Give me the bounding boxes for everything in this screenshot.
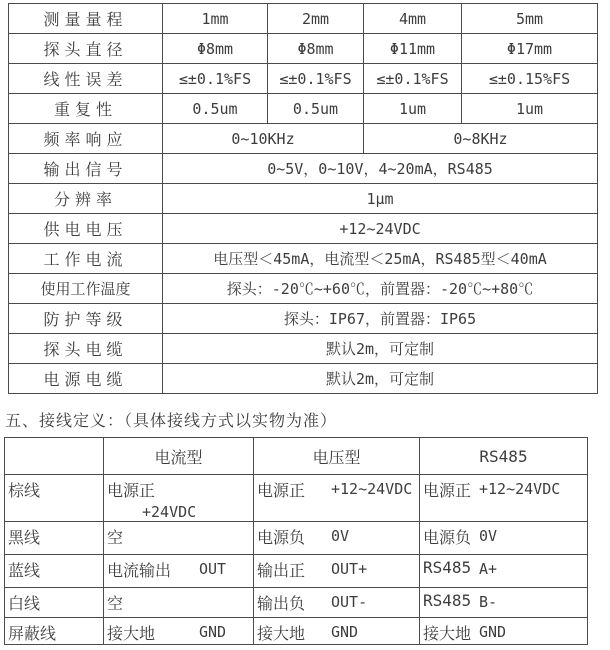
spec-value-cell: 0.5um	[268, 94, 364, 124]
wire-name-cell: 白线	[5, 588, 104, 618]
spec-row-label: 探头电缆	[9, 334, 163, 364]
wiring-header-voltage-type: 电压型	[254, 438, 420, 475]
wiring-cell-label: 空	[107, 594, 124, 613]
wiring-cell	[420, 475, 588, 522]
wiring-cell	[104, 475, 254, 522]
wiring-cell-value: 0V	[331, 527, 350, 545]
wiring-cell	[420, 555, 588, 588]
wiring-cell	[104, 555, 254, 588]
spec-row-repeatability	[9, 94, 598, 124]
spec-row-linearity-error	[9, 64, 598, 94]
spec-row-label: 频率响应	[9, 124, 163, 154]
wiring-cell-label: 电源负	[423, 528, 472, 547]
wiring-header-rs485: RS485	[420, 438, 588, 475]
spec-value-cell: 1um	[364, 94, 462, 124]
wiring-cell-label: 输出正	[257, 561, 306, 580]
spec-value-cell: Φ11mm	[364, 34, 462, 64]
spec-value-cell: 探头：IP67，前置器：IP65	[163, 304, 598, 334]
wiring-cell-label: 电源正	[107, 481, 156, 500]
section-heading: 五、接线定义：（具体接线方式以实物为准）	[5, 411, 338, 430]
spec-value-cell: 1um	[462, 94, 598, 124]
wiring-cell-value: OUT-	[331, 593, 368, 611]
wiring-cell-label: 电源正	[423, 481, 472, 500]
spec-value-cell: 0~8KHz	[364, 124, 598, 154]
wiring-row-shield	[5, 618, 588, 645]
wiring-header-current-type: 电流型	[104, 438, 254, 475]
spec-value-cell: +12~24VDC	[163, 214, 598, 244]
spec-value-cell: Φ8mm	[163, 34, 268, 64]
wiring-cell	[104, 522, 254, 555]
wiring-cell	[254, 618, 420, 645]
spec-value-cell: ≤±0.1%FS	[163, 64, 268, 94]
spec-value-cell: ≤±0.1%FS	[364, 64, 462, 94]
wiring-cell-label: 输出负	[257, 594, 306, 613]
spec-row-label: 重复性	[9, 94, 163, 124]
spec-value-cell: 0~10KHz	[163, 124, 364, 154]
spec-value-cell: 4mm	[364, 4, 462, 34]
spec-row-probe-diameter	[9, 34, 598, 64]
spec-row-label: 供电电压	[9, 214, 163, 244]
wiring-cell-value: +12~24VDC	[331, 480, 413, 498]
wiring-row-black	[5, 522, 588, 555]
spec-row-label: 探头直径	[9, 34, 163, 64]
wiring-cell-value: OUT	[199, 560, 227, 578]
wiring-cell-value: OUT+	[331, 560, 368, 578]
spec-value-cell: 0~5V，0~10V，4~20mA，RS485	[163, 154, 598, 184]
wiring-cell	[420, 522, 588, 555]
wiring-cell-value: +12~24VDC	[479, 480, 561, 498]
wiring-cell-label: 电流输出	[107, 561, 172, 580]
wiring-cell-label: 接大地	[423, 624, 472, 643]
wiring-cell	[254, 475, 420, 522]
spec-row-frequency-response	[9, 124, 598, 154]
spec-row-resolution	[9, 184, 598, 214]
spec-row-output-signal	[9, 154, 598, 184]
wire-name-cell: 棕线	[5, 475, 104, 522]
wiring-header-empty	[5, 438, 104, 475]
wiring-cell-label: 电源负	[257, 528, 306, 547]
wiring-cell	[254, 555, 420, 588]
spec-value-cell: 2mm	[268, 4, 364, 34]
wiring-cell-label: 空	[107, 528, 124, 547]
spec-value-cell: 探头：-20℃~+60℃，前置器：-20℃~+80℃	[163, 274, 598, 304]
wiring-cell-label: 接大地	[257, 624, 306, 643]
wiring-row-blue	[5, 555, 588, 588]
wire-name-cell: 屏蔽线	[5, 618, 104, 645]
wiring-cell-label: 接大地	[107, 624, 156, 643]
wiring-cell	[104, 588, 254, 618]
spec-row-working-temperature	[9, 274, 598, 304]
spec-value-cell: 1μm	[163, 184, 598, 214]
wiring-cell-value: A+	[479, 560, 498, 578]
wiring-row-white	[5, 588, 588, 618]
spec-value-cell: 1mm	[163, 4, 268, 34]
wiring-cell-label: RS485	[423, 591, 472, 610]
wiring-cell-label: 电源正	[257, 481, 306, 500]
spec-value-cell: 电压型＜45mA，电流型＜25mA，RS485型＜40mA	[163, 244, 598, 274]
spec-value-cell: ≤±0.1%FS	[268, 64, 364, 94]
wire-name-cell: 黑线	[5, 522, 104, 555]
wire-name-cell: 蓝线	[5, 555, 104, 588]
spec-row-label: 测量量程	[9, 4, 163, 34]
wiring-row-brown	[5, 475, 588, 522]
wiring-cell-value: GND	[199, 623, 227, 641]
spec-row-label: 电源电缆	[9, 364, 163, 394]
spec-value-cell: Φ17mm	[462, 34, 598, 64]
spec-value-cell: 默认2m，可定制	[163, 364, 598, 394]
wiring-cell	[104, 618, 254, 645]
spec-row-supply-voltage	[9, 214, 598, 244]
spec-row-working-current	[9, 244, 598, 274]
wiring-table	[4, 437, 588, 645]
spec-value-cell: ≤±0.15%FS	[462, 64, 598, 94]
wiring-cell-value: GND	[331, 623, 359, 641]
spec-row-label: 输出信号	[9, 154, 163, 184]
spec-value-cell: 默认2m，可定制	[163, 334, 598, 364]
wiring-cell	[254, 588, 420, 618]
spec-row-label: 工作电流	[9, 244, 163, 274]
spec-row-protection-rating	[9, 304, 598, 334]
wiring-cell-value: GND	[479, 623, 507, 641]
spec-row-power-cable	[9, 364, 598, 394]
spec-row-measuring-range	[9, 4, 598, 34]
wiring-cell-value: B-	[479, 593, 498, 611]
wiring-cell-label: RS485	[423, 558, 472, 577]
spec-row-label: 线性误差	[9, 64, 163, 94]
wiring-cell-value: 0V	[479, 527, 498, 545]
spec-row-label: 分辨率	[9, 184, 163, 214]
wiring-cell	[254, 522, 420, 555]
spec-value-cell: Φ8mm	[268, 34, 364, 64]
spec-table	[8, 3, 598, 394]
wiring-cell	[420, 618, 588, 645]
spec-row-label: 使用工作温度	[9, 274, 163, 304]
spec-value-cell: 5mm	[462, 4, 598, 34]
wiring-cell-value: +24VDC	[142, 503, 197, 521]
wiring-cell	[420, 588, 588, 618]
spec-row-probe-cable	[9, 334, 598, 364]
spec-row-label: 防护等级	[9, 304, 163, 334]
spec-value-cell: 0.5um	[163, 94, 268, 124]
wiring-header-row	[5, 438, 588, 475]
